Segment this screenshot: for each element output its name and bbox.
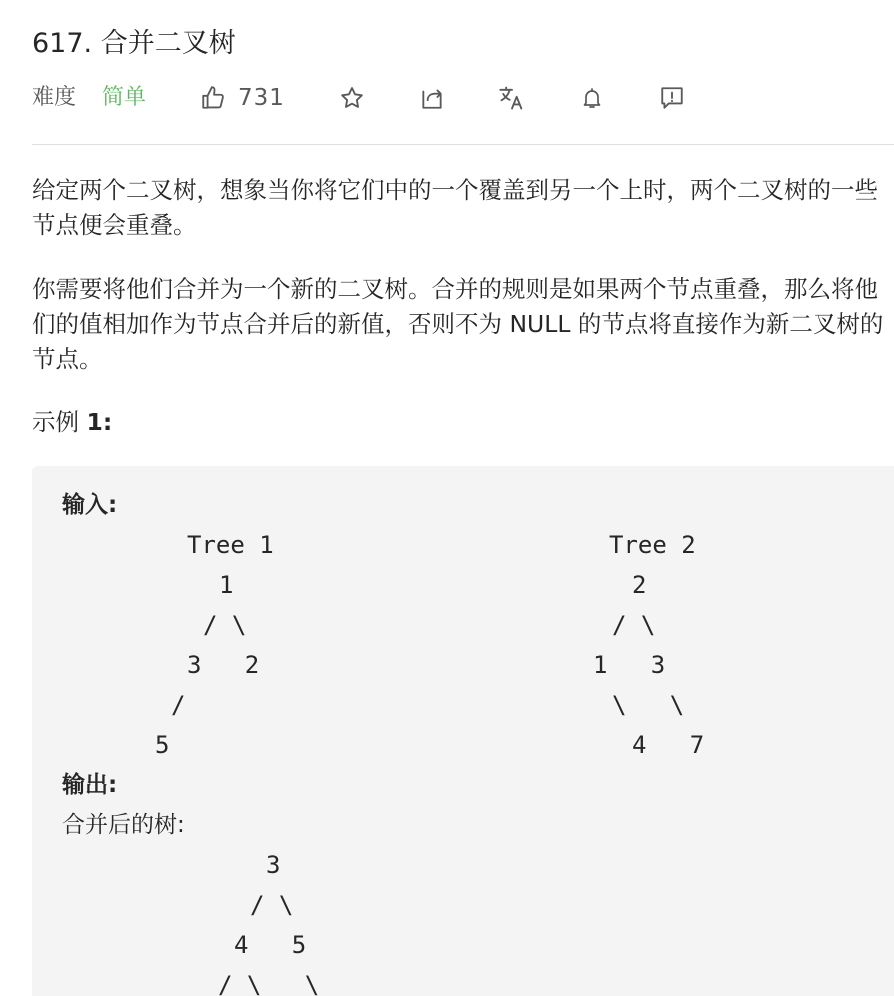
- notify-button[interactable]: [572, 80, 612, 116]
- feedback-button[interactable]: [652, 80, 692, 116]
- output-label: 输出:: [62, 772, 118, 798]
- thumbs-up-icon: [200, 85, 226, 111]
- tree-2-diagram-line: 2: [632, 571, 647, 599]
- tree-2-diagram-line: \ \: [612, 691, 685, 719]
- tree-2-diagram-line: / \: [612, 611, 656, 639]
- bell-icon: [580, 85, 604, 111]
- translate-icon: [498, 84, 526, 112]
- like-button[interactable]: [200, 80, 320, 116]
- problem-meta-toolbar: [32, 80, 892, 116]
- tree-2-diagram-line: 1 3: [593, 651, 666, 679]
- description-paragraph-1: 给定两个二叉树，想象当你将它们中的一个覆盖到另一个上时，两个二叉树的一些节点便会重叠。: [32, 176, 878, 239]
- tree-1-diagram-line: 5: [155, 731, 170, 759]
- tree-1-diagram-line: 3 2: [187, 651, 260, 679]
- tree-2-diagram: [593, 525, 705, 765]
- merged-tree-diagram: [218, 845, 367, 996]
- example-heading-text: 示例: [32, 408, 87, 436]
- tree-2-diagram-line: Tree 2: [609, 531, 696, 559]
- example-heading: [32, 405, 112, 440]
- difficulty-badge: 简单: [102, 85, 147, 110]
- star-icon: [339, 85, 365, 111]
- header-divider: [32, 144, 894, 145]
- problem-title: 617. 合并二叉树: [32, 28, 236, 59]
- tree-2-diagram-line: 4 7: [632, 731, 705, 759]
- tree-1-diagram-line: /: [171, 691, 186, 719]
- feedback-icon: [659, 85, 685, 111]
- merged-tree-diagram-line: / \: [250, 891, 294, 919]
- merged-tree-diagram-line: 3: [266, 851, 281, 879]
- tree-1-diagram-line: 1: [219, 571, 234, 599]
- merged-tree-label: 合并后的树:: [62, 812, 185, 838]
- translate-button[interactable]: [492, 80, 532, 116]
- input-label: 输入:: [62, 492, 118, 518]
- like-count: 731: [238, 85, 285, 111]
- share-icon: [419, 85, 445, 111]
- tree-1-diagram-line: Tree 1: [187, 531, 274, 559]
- difficulty-label: 难度: [32, 85, 77, 110]
- share-button[interactable]: [412, 80, 452, 116]
- description-paragraph-2: 你需要将他们合并为一个新的二叉树。合并的规则是如果两个节点重叠，那么将他们的值相加作为节点合并后的新值，否则不为 NULL 的节点将直接作为新二叉树的节点。: [32, 275, 884, 373]
- merged-tree-diagram-line: / \ \: [218, 971, 320, 996]
- favorite-button[interactable]: [332, 80, 372, 116]
- tree-1-diagram: [155, 525, 274, 765]
- tree-1-diagram-line: / \: [203, 611, 247, 639]
- example-heading-number: 1:: [86, 408, 113, 436]
- merged-tree-diagram-line: 4 5: [234, 931, 307, 959]
